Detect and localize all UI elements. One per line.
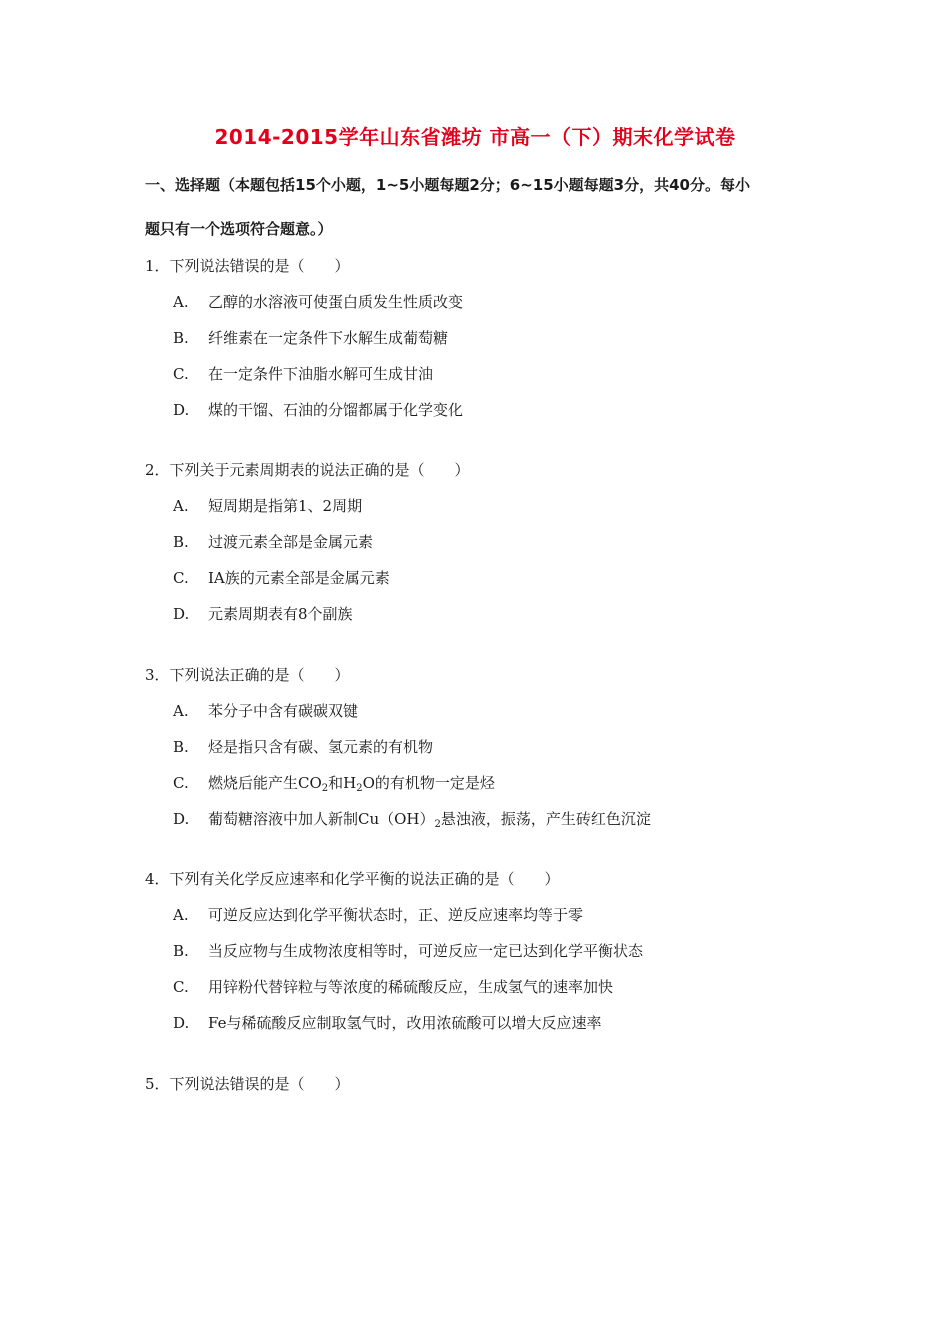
option-letter: A. (173, 293, 189, 311)
option-text: 纤维素在一定条件下水解生成葡萄糖 (208, 329, 449, 347)
option-letter: D. (173, 605, 190, 623)
option-text-part: 悬浊液，振荡，产生砖红色沉淀 (440, 810, 651, 828)
question-4-option-b (173, 940, 643, 961)
question-1-option-b (173, 327, 448, 348)
question-2-option-d (173, 603, 353, 624)
question-2-option-a (173, 495, 362, 516)
question-1-option-a (173, 291, 463, 312)
exam-title: 2014-2015学年山东省潍坊 市高一（下）期末化学试卷 (214, 125, 736, 149)
option-letter: A. (173, 497, 189, 515)
option-letter: B. (173, 329, 189, 347)
option-text: 在一定条件下油脂水解可生成甘油 (208, 365, 434, 383)
question-2-option-b (173, 531, 373, 552)
option-text-part: O的有机物一定是烃 (362, 774, 495, 792)
option-text-part: 葡萄糖溶液中加人新制Cu（OH） (208, 810, 435, 828)
subscript: 2 (434, 819, 441, 830)
option-letter: B. (173, 738, 189, 756)
option-text: 过渡元素全部是金属元素 (208, 533, 374, 551)
section-heading-line1: 一、选择题（本题包括15个小题，1~5小题每题2分；6~15小题每题3分，共40分。每小 (145, 176, 750, 194)
option-text: 元素周期表有8个副族 (208, 605, 353, 623)
question-1-option-c (173, 363, 433, 384)
question-3-option-a (173, 700, 358, 721)
subscript: 2 (321, 783, 329, 794)
option-letter: B. (173, 533, 189, 551)
question-4-option-a (173, 904, 583, 925)
question-3-stem: 3．下列说法正确的是（ ） (145, 666, 350, 684)
option-text: 烃是指只含有碳、氢元素的有机物 (208, 738, 434, 756)
question-1-option-d (173, 399, 463, 420)
question-5-stem: 5．下列说法错误的是（ ） (145, 1075, 350, 1093)
option-letter: C. (173, 774, 189, 792)
option-text-part: 燃烧后能产生CO (208, 774, 322, 792)
option-letter: C. (173, 365, 189, 383)
option-text: 当反应物与生成物浓度相等时，可逆反应一定已达到化学平衡状态 (208, 942, 644, 960)
option-text: 苯分子中含有碳碳双键 (208, 702, 359, 720)
option-letter: A. (173, 906, 189, 924)
question-2-option-c (173, 567, 390, 588)
question-3-option-c (173, 772, 495, 794)
option-letter: B. (173, 942, 189, 960)
question-3-option-b (173, 736, 433, 757)
option-letter: C. (173, 569, 189, 587)
option-text: 短周期是指第1、2周期 (208, 497, 363, 515)
option-letter: D. (173, 1014, 190, 1032)
question-4-stem: 4．下列有关化学反应速率和化学平衡的说法正确的是（ ） (145, 870, 560, 888)
option-text: 煤的干馏、石油的分馏都属于化学变化 (208, 401, 464, 419)
option-text: 可逆反应达到化学平衡状态时，正、逆反应速率均等于零 (208, 906, 584, 924)
subscript: 2 (356, 783, 363, 794)
option-text: Fe与稀硫酸反应制取氢气时，改用浓硫酸可以增大反应速率 (208, 1014, 602, 1032)
option-letter: A. (173, 702, 189, 720)
option-text-part: 和H (328, 774, 357, 792)
section-heading-line2: 题只有一个选项符合题意。） (145, 220, 333, 238)
option-letter: C. (173, 978, 189, 996)
option-text: ⅠA族的元素全部是金属元素 (208, 569, 390, 587)
question-4-option-c (173, 976, 613, 997)
question-1-stem: 1．下列说法错误的是（ ） (145, 257, 350, 275)
option-letter: D. (173, 401, 190, 419)
option-text: 乙醇的水溶液可使蛋白质发生性质改变 (208, 293, 464, 311)
question-2-stem: 2．下列关于元素周期表的说法正确的是（ ） (145, 461, 470, 479)
option-text: 用锌粉代替锌粒与等浓度的稀硫酸反应，生成氢气的速率加快 (208, 978, 614, 996)
question-4-option-d (173, 1012, 601, 1033)
question-3-option-d (173, 808, 651, 830)
option-letter: D. (173, 810, 190, 828)
